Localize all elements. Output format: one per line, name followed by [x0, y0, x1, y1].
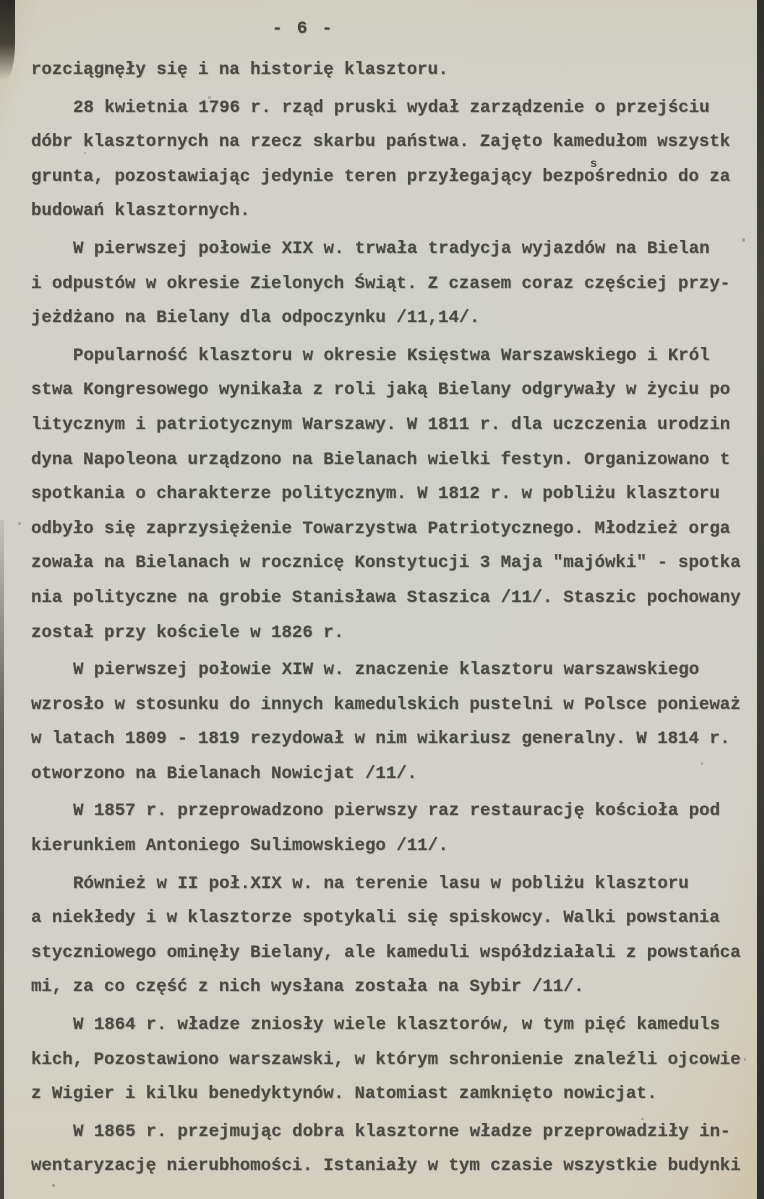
scan-corner-top-left: [0, 0, 15, 80]
text-line: litycznym i patriotycznym Warszawy. W 1811 r. dla uczczenia urodzin: [31, 415, 731, 435]
paragraph: [31, 92, 764, 230]
text-line: spotkania o charakterze politycznym. W 1812 r. w pobliżu klasztoru: [31, 485, 720, 505]
paragraph: [31, 54, 764, 89]
typed-correction-superscript: s: [590, 157, 598, 171]
text-line: kich, Pozostawiono warszawski, w którym schronienie znaleźli ojcowie: [31, 1050, 741, 1070]
paragraph: [31, 654, 764, 792]
text-line: odbyło się zaprzysiężenie Towarzystwa Patriotycznego. Młodzież orga: [31, 519, 731, 539]
paper-speck: [18, 522, 21, 525]
paragraph: [31, 795, 764, 864]
text-line: rozciągnęły się i na historię klasztoru.: [31, 61, 449, 80]
text-line: dóbr klasztornych na rzecz skarbu państwa. Zajęto kamedułom wszystk: [31, 133, 731, 153]
paragraph: [31, 340, 764, 651]
text-line: wzrosło w stosunku do innych kamedulskich pustelni w Polsce ponieważ: [31, 695, 741, 715]
text-line: nia polityczne na grobie Stanisława Staszica /11/. Staszic pochowany: [31, 588, 741, 608]
paragraph: [31, 1009, 764, 1113]
scan-edge-left: [0, 520, 4, 1199]
text-line: zowała na Bielanach w rocznicę Konstytucji 3 Maja "majówki" - spotka: [31, 554, 741, 574]
text-line: jeżdżano na Bielany dla odpoczynku /11,14/.: [31, 309, 480, 329]
paper-speck: [641, 1118, 644, 1120]
paper-speck: [208, 96, 211, 99]
text-line: Również w II poł.XIX w. na terenie lasu w pobliżu klasztoru: [73, 874, 689, 894]
text-line: z Wigier i kilku benedyktynów. Natomiast zamknięto nowicjat.: [31, 1085, 658, 1105]
text-line: mi, za co część z nich wysłana została na Sybir /11/.: [31, 978, 585, 998]
text-line: Popularność klasztoru w okresie Księstwa Warszawskiego i Król: [73, 346, 710, 366]
paragraph: [31, 1116, 764, 1185]
text-line: wentaryzację nierubhomości. Istaniały w tym czasie wszystkie budynki: [31, 1157, 741, 1177]
paragraph: [31, 868, 764, 1006]
text-line: W 1865 r. przejmując dobra klasztorne władze przeprowadziły in-: [73, 1122, 731, 1142]
paper-speck: [742, 238, 745, 242]
text-line: budowań klasztornych.: [31, 202, 251, 222]
text-line: W 1864 r. władze zniosły wiele klasztorów, w tym pięć kameduls: [73, 1016, 721, 1036]
text-line: W pierwszej połowie XIW w. znaczenie klasztoru warszawskiego: [73, 661, 700, 681]
text-line: i odpustów w okresie Zielonych Świąt. Z czasem coraz częściej przy-: [31, 274, 731, 294]
paper-speck: [701, 762, 703, 765]
text-line: grunta, pozostawiając jedynie teren przyłegający bezpośrednio do za: [31, 167, 731, 187]
paper-speck: [52, 1184, 55, 1187]
text-line: stwa Kongresowego wynikała z roli jaką Bielany odgrywały w życiu po: [31, 381, 731, 401]
scan-edge-right: [757, 0, 764, 1199]
text-line: kierunkiem Antoniego Sulimowskiego /11/.: [31, 837, 449, 857]
text-line: otworzono na Bielanach Nowicjat /11/.: [31, 764, 418, 784]
text-line: 28 kwietnia 1796 r. rząd pruski wydał zarządzenie o przejściu: [73, 98, 710, 118]
paper-speck: [84, 152, 86, 154]
page-number: - 6 -: [272, 20, 335, 39]
text-line: dyna Napoleona urządzono na Bielanach wielki festyn. Organizowano t: [31, 450, 731, 470]
text-line: a niekłedy i w klasztorze spotykali się spiskowcy. Walki powstania: [31, 909, 720, 929]
text-line: W pierwszej połowie XIX w. trwała tradycja wyjazdów na Bielan: [73, 239, 710, 259]
paragraph: [31, 233, 764, 337]
paper-speck: [744, 1058, 746, 1061]
text-line: w latach 1809 - 1819 rezydował w nim wikariusz generalny. W 1814 r.: [31, 730, 731, 750]
text-line: został przy kościele w 1826 r.: [31, 623, 345, 643]
text-line: styczniowego ominęły Bielany, ale kameduli współdziałali z powstańca: [31, 943, 741, 963]
text-line: W 1857 r. przeprowadzono pierwszy raz restaurację kościoła pod: [73, 802, 721, 822]
document-body: [31, 54, 764, 1185]
